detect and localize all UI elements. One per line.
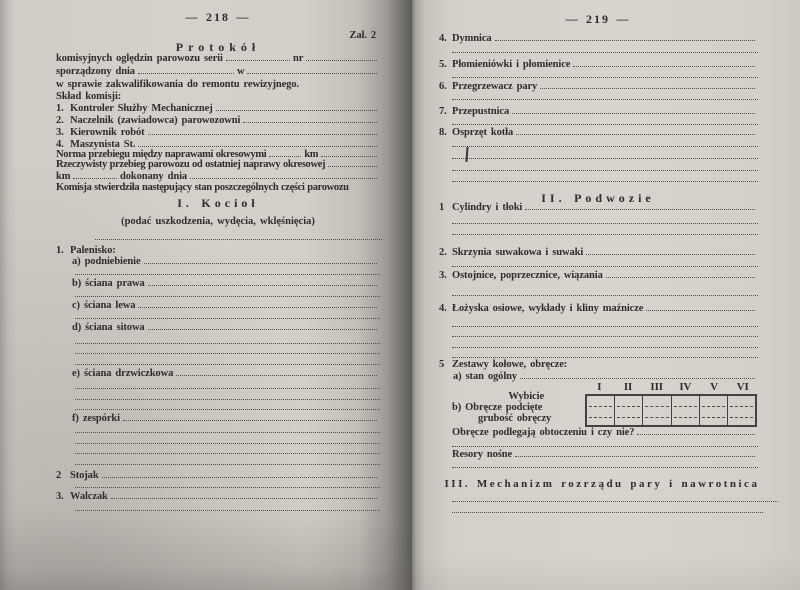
wheel-table-header [585, 381, 757, 393]
field-label: Resory nośne [452, 449, 513, 460]
commission-row [56, 103, 380, 114]
form-row [56, 182, 380, 193]
dotted-rule [452, 326, 758, 327]
dotted-rule [452, 170, 758, 171]
item-row [439, 127, 758, 138]
static-text: Komisja stwierdziła następujący stan poszczególnych części parowozu [56, 182, 349, 193]
wheel-col-header: I [597, 381, 602, 393]
field-label: Maszynista St. [70, 139, 136, 150]
section-heading-podwozie: II. Podwozie [541, 191, 655, 205]
form-row [56, 159, 380, 170]
subitem-row [72, 300, 380, 311]
blank-line [512, 113, 755, 114]
item-number: 4. [439, 33, 447, 44]
item-number: 3. [439, 270, 447, 281]
form-row [56, 91, 380, 102]
blank-line [646, 310, 755, 311]
dotted-rule [75, 464, 380, 465]
blank-line [247, 73, 377, 74]
item-row [439, 202, 758, 213]
item-number: 2. [56, 115, 64, 126]
dotted-rule [452, 52, 758, 53]
item-row [439, 106, 758, 117]
blank-line [540, 88, 755, 89]
dotted-rule [75, 388, 380, 389]
field-label: Płomieniówki i płomienice [452, 59, 571, 70]
field-label: km [304, 149, 319, 160]
dotted-rule [452, 124, 758, 125]
field-label: w [236, 66, 245, 77]
blank-line [328, 166, 377, 167]
blank-line [226, 60, 290, 61]
field-label: c) ściana lewa [72, 300, 136, 311]
field-label: Osprzęt kotła [452, 127, 514, 138]
subitem-row [72, 278, 380, 289]
field-label: komisyjnych oględzin parowozu serii [56, 53, 223, 64]
field-label: nr [293, 53, 304, 64]
table-row-label-grubosc: grubość obręczy [478, 413, 552, 424]
item-row [56, 470, 380, 481]
table-row-label-wybicie: Wybicie [508, 391, 544, 402]
form-row [452, 427, 758, 438]
cell-blank-line [730, 406, 753, 407]
cell-blank-line [617, 417, 640, 418]
section-heading-mechanizm: III. Mechanizm rozrządu pary i nawrotnica [444, 478, 760, 490]
dotted-rule [75, 364, 380, 365]
wheel-col-header: V [710, 381, 718, 393]
blank-line [269, 156, 301, 157]
commission-row [56, 127, 380, 138]
item-number: 3. [56, 127, 64, 138]
form-row [56, 79, 380, 90]
field-label: Stojak [70, 470, 99, 481]
dotted-rule [452, 77, 758, 78]
field-label: a) podniebienie [72, 256, 141, 267]
cell-blank-line [702, 417, 725, 418]
blank-line [216, 110, 377, 111]
dotted-rule [452, 512, 763, 513]
subitem-row [72, 368, 380, 379]
blank-line [586, 254, 755, 255]
dotted-rule [452, 181, 758, 182]
item-number: 6. [439, 81, 447, 92]
subitem-row [72, 256, 380, 267]
dotted-rule [75, 443, 380, 444]
blank-line [138, 307, 377, 308]
wheel-column [615, 396, 643, 425]
dotted-rule [452, 446, 758, 447]
item-row [439, 247, 758, 258]
wheel-col-header: III [650, 381, 663, 393]
field-label: Przegrzewacz pary [452, 81, 538, 92]
section-note: (podać uszkodzenia, wydęcia, wklęśnięcia) [121, 216, 315, 227]
blank-line [73, 178, 117, 179]
cell-blank-line [674, 406, 697, 407]
subitem-row [72, 322, 380, 333]
item-number: 1. [56, 245, 64, 256]
cell-blank-line [702, 406, 725, 407]
field-label: e) ściana drzwiczkowa [72, 368, 174, 379]
handwritten-stray-mark [465, 147, 468, 162]
item-row [439, 270, 758, 281]
field-label: b) ściana prawa [72, 278, 145, 289]
wheel-measure-table [585, 394, 757, 427]
wheel-column [587, 396, 615, 425]
blank-line [515, 456, 755, 457]
item-row [56, 491, 380, 502]
dotted-rule [452, 295, 758, 296]
wheel-col-header: II [623, 381, 633, 393]
field-label: Zestawy kołowe, obręcze: [452, 359, 568, 370]
field-label: a) stan ogólny [453, 371, 518, 382]
cell-blank-line [645, 406, 668, 407]
blank-line [102, 477, 377, 478]
dotted-rule [452, 347, 758, 348]
blank-line [123, 420, 377, 421]
item-number: 1 [439, 202, 445, 213]
field-label: Łożyska osiowe, wykłady i kliny maźnicze [452, 303, 644, 314]
field-label: Norma przebiegu między naprawami okresowymi [56, 149, 267, 160]
item-row [439, 303, 758, 314]
blank-line [111, 498, 377, 499]
item-number: 3. [56, 491, 64, 502]
blank-line [176, 375, 377, 376]
field-label: Obręcze podlegają obtoczeniu i czy nie? [452, 427, 635, 438]
dotted-rule [452, 467, 758, 468]
field-label: Palenisko: [70, 245, 116, 256]
item-number: 8. [439, 127, 447, 138]
dotted-rule [75, 274, 380, 275]
wheel-column [728, 396, 755, 425]
item-number: 2. [439, 247, 447, 258]
table-row-label-obrecze: b) Obręcze podcięte [452, 402, 543, 413]
form-row [56, 171, 380, 182]
page-number-right: — 219 — [565, 12, 631, 26]
blank-line [520, 378, 755, 379]
dotted-rule [95, 239, 382, 240]
item-row [439, 33, 758, 44]
dotted-rule [75, 487, 380, 488]
dotted-rule [452, 158, 758, 159]
item-number: 5. [439, 59, 447, 70]
field-label: Kontroler Służby Mechanicznej [70, 103, 213, 114]
dotted-rule [452, 223, 758, 224]
dotted-rule [452, 146, 758, 147]
commission-row [56, 115, 380, 126]
dotted-rule [75, 296, 380, 297]
blank-line [190, 178, 377, 179]
blank-line [138, 73, 234, 74]
field-label: f) zespórki [72, 413, 120, 424]
form-row [56, 66, 380, 77]
field-label: Cylindry i tłoki [452, 202, 523, 213]
blank-line [321, 156, 377, 157]
annex-label: Zał. 2 [349, 30, 376, 41]
dotted-rule [75, 353, 380, 354]
dotted-rule [452, 501, 778, 502]
field-label: d) ściana sitowa [72, 322, 145, 333]
field-label: Naczelnik (zawiadowca) parowozowni [70, 115, 241, 126]
dotted-rule [75, 399, 380, 400]
field-label: Rzeczywisty przebieg parowozu od ostatniej naprawy okresowej [56, 159, 326, 170]
blank-line [525, 209, 755, 210]
static-text: w sprawie zakwalifikowania do remontu rewizyjnego. [56, 79, 300, 90]
cell-blank-line [589, 406, 612, 407]
item-number: 1. [56, 103, 64, 114]
field-label: Walczak [70, 491, 108, 502]
field-label: Przepustnica [452, 106, 510, 117]
field-label: Skrzynia suwakowa i suwaki [452, 247, 584, 258]
static-text: Skład komisji: [56, 91, 122, 102]
protocol-title: Protokół [175, 40, 261, 54]
dotted-rule [75, 432, 380, 433]
item-number: 2 [56, 470, 62, 481]
item-number: 7. [439, 106, 447, 117]
field-label: Ostojnice, poprzecznice, wiązania [452, 270, 603, 281]
blank-line [138, 146, 377, 147]
cell-blank-line [730, 417, 753, 418]
blank-line [243, 122, 377, 123]
page-right [412, 0, 800, 590]
blank-line [573, 66, 755, 67]
cell-blank-line [617, 406, 640, 407]
dotted-rule [452, 336, 758, 337]
form-row [452, 449, 758, 460]
field-label: dokonany dnia [120, 171, 188, 182]
field-label: Dymnica [452, 33, 492, 44]
dotted-rule [75, 409, 380, 410]
dotted-rule [452, 99, 758, 100]
blank-line [637, 434, 755, 435]
field-label: sporządzony dnia [56, 66, 135, 77]
item-row [439, 59, 758, 70]
dotted-rule [75, 318, 380, 319]
blank-line [516, 134, 755, 135]
item-number: 4. [56, 139, 64, 150]
blank-line [306, 60, 377, 61]
dotted-rule [75, 510, 380, 511]
cell-blank-line [674, 417, 697, 418]
item-row [439, 359, 758, 370]
item-row [439, 81, 758, 92]
cell-blank-line [645, 417, 668, 418]
field-label: km [56, 171, 71, 182]
wheel-col-header: VI [736, 381, 749, 393]
form-row [56, 53, 380, 64]
page-number-left: — 218 — [185, 10, 251, 24]
wheel-column [643, 396, 671, 425]
blank-line [144, 263, 377, 264]
item-number: 4. [439, 303, 447, 314]
blank-line [148, 329, 377, 330]
wheel-column [672, 396, 700, 425]
field-label: Kierownik robót [70, 127, 145, 138]
item-row [56, 245, 380, 256]
blank-line [148, 285, 377, 286]
cell-blank-line [589, 417, 612, 418]
dotted-rule [452, 266, 758, 267]
dotted-rule [452, 357, 758, 358]
wheel-column [700, 396, 728, 425]
blank-line [148, 134, 377, 135]
wheel-col-header: IV [679, 381, 692, 393]
item-number: 5 [439, 359, 445, 370]
blank-line [606, 277, 755, 278]
dotted-rule [75, 343, 380, 344]
subitem-row [72, 413, 380, 424]
section-heading-kociol: I. Kocioł [177, 196, 259, 210]
blank-line [495, 40, 755, 41]
dotted-rule [452, 234, 758, 235]
dotted-rule [75, 453, 380, 454]
